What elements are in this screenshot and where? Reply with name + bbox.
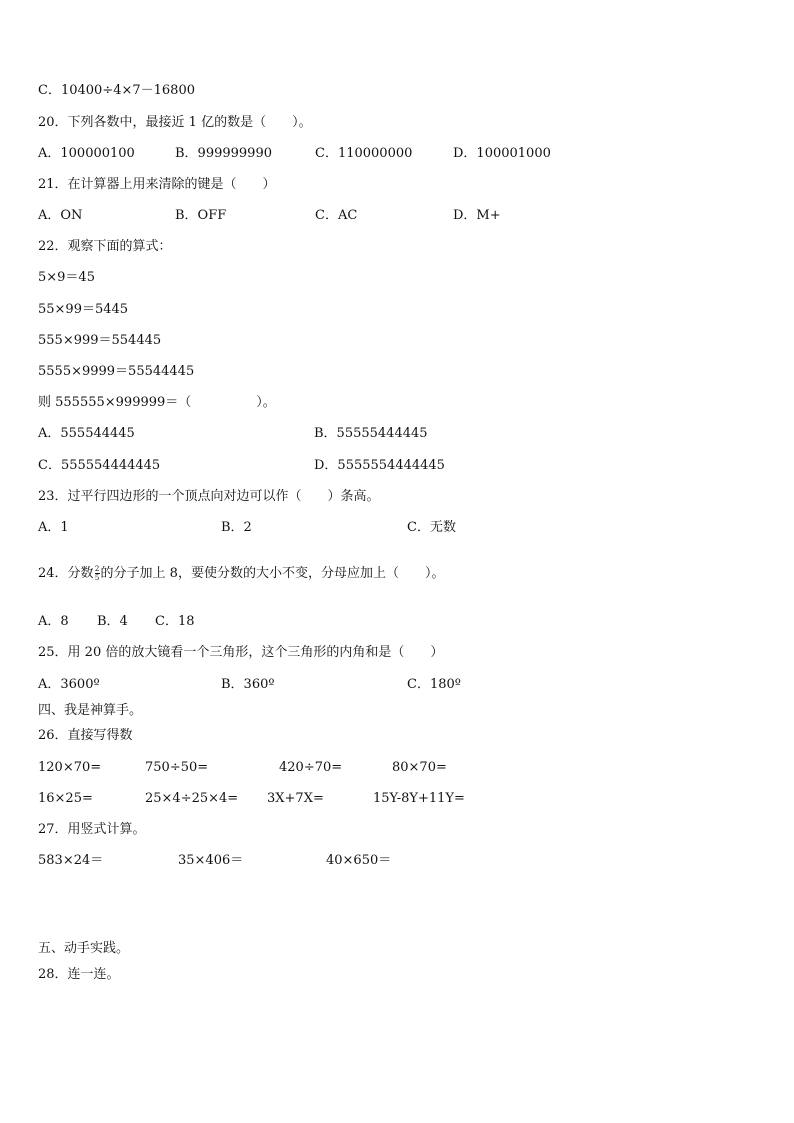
q22-option-a: A．555544445 (38, 426, 135, 441)
q24-option-c: C．18 (155, 614, 195, 629)
q22-equation-4: 5555×9999＝55544445 (38, 364, 195, 379)
q20-option-b: B．999999990 (175, 146, 272, 161)
q24-option-a: A．8 (38, 614, 69, 629)
q22-option-d: D．5555554444445 (314, 458, 445, 473)
question-26: 26．直接写得数 (38, 728, 133, 743)
q20-option-d: D．100001000 (453, 146, 551, 161)
q22-question: 则 555555×999999＝（ ）。 (38, 395, 276, 410)
q24-fraction-numerator: 2 (94, 565, 100, 573)
question-24 (38, 566, 444, 582)
q27-item-3: 40×650＝ (326, 853, 392, 868)
q20-option-a: A．100000100 (38, 146, 135, 161)
q22-option-b: B．55555444445 (314, 426, 428, 441)
section-4-heading: 四、我是神算手。 (38, 703, 143, 718)
q20-option-c: C．110000000 (315, 146, 413, 161)
q22-equation-1: 5×9＝45 (38, 270, 95, 285)
question-28: 28．连一连。 (38, 967, 120, 982)
question-20: 20．下列各数中，最接近 1 亿的数是（ ）。 (38, 115, 312, 130)
question-23: 23．过平行四边形的一个顶点向对边可以作（ ）条高。 (38, 489, 380, 504)
q24-fraction (95, 566, 100, 581)
q22-equation-2: 55×99＝5445 (38, 302, 129, 317)
q19-option-c: C．10400÷4×7－16800 (38, 83, 195, 98)
q26-item-2: 750÷50= (145, 760, 209, 775)
q26-item-3: 420÷70= (279, 760, 343, 775)
q27-item-2: 35×406＝ (178, 853, 244, 868)
q26-item-8: 15Y-8Y+11Y= (373, 791, 465, 806)
q21-option-b: B．OFF (175, 208, 227, 223)
q26-item-5: 16×25= (38, 791, 93, 806)
q26-item-7: 3X+7X= (267, 791, 324, 806)
question-27: 27．用竖式计算。 (38, 822, 146, 837)
q25-option-b: B．360º (221, 677, 275, 692)
section-5-heading: 五、动手实践。 (38, 941, 130, 956)
q26-item-1: 120×70= (38, 760, 102, 775)
q26-item-6: 25×4÷25×4= (145, 791, 239, 806)
question-21: 21．在计算器上用来清除的键是（ ） (38, 177, 276, 192)
q24-text-after: 的分子加上 8，要使分数的大小不变，分母应加上（ ）。 (100, 566, 445, 581)
q23-option-c: C．无数 (407, 520, 456, 535)
q23-option-a: A．1 (38, 520, 69, 535)
q24-fraction-denominator: 5 (94, 574, 100, 582)
q21-option-d: D．M+ (453, 208, 501, 223)
question-22: 22．观察下面的算式： (38, 239, 172, 254)
q25-option-a: A．3600º (38, 677, 100, 692)
q23-option-b: B．2 (221, 520, 252, 535)
q21-option-c: C．AC (315, 208, 358, 223)
q21-option-a: A．ON (38, 208, 83, 223)
q24-option-b: B．4 (97, 614, 128, 629)
question-25: 25．用 20 倍的放大镜看一个三角形，这个三角形的内角和是（ ） (38, 645, 444, 660)
q22-equation-3: 555×999＝554445 (38, 333, 162, 348)
q24-text-before: 24．分数 (38, 566, 94, 581)
q26-item-4: 80×70= (392, 760, 447, 775)
q27-item-1: 583×24＝ (38, 853, 104, 868)
q22-option-c: C．555554444445 (38, 458, 161, 473)
q25-option-c: C．180º (407, 677, 461, 692)
